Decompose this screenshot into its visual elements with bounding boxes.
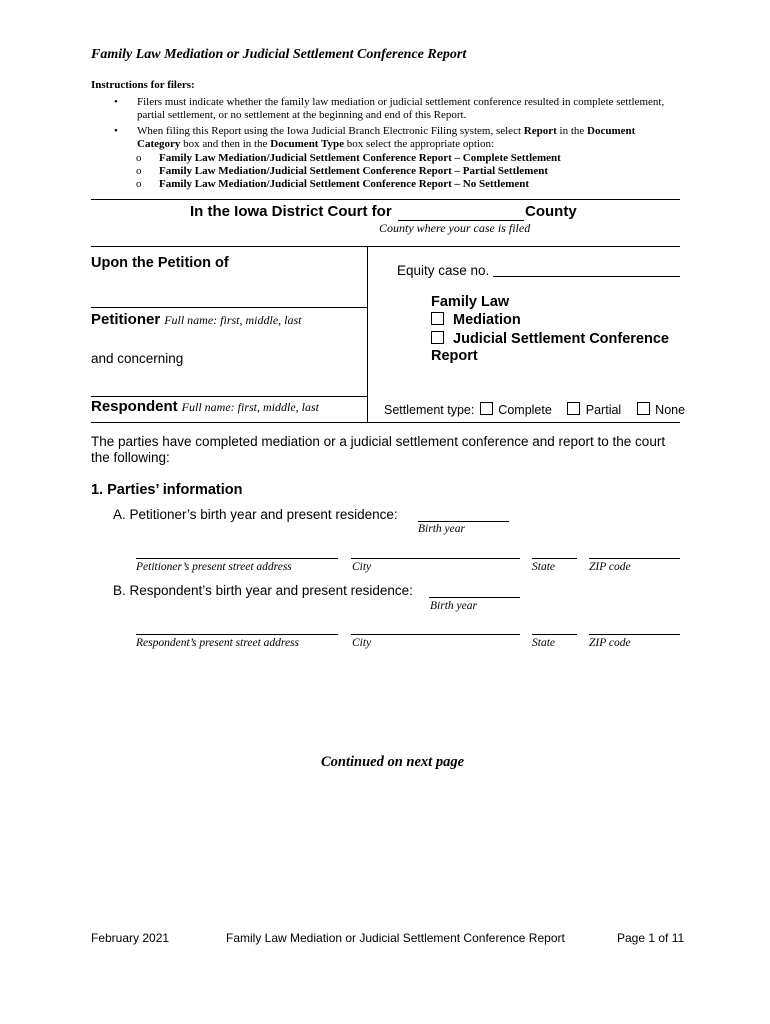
petitioner-residence-label: A. Petitioner’s birth year and present residence: [113,507,398,522]
section-1-heading: 1. Parties’ information [91,482,243,498]
petitioner-city-hint: City [352,561,372,573]
footer-page-number: Page 1 of 11 [617,931,685,945]
county-hint: County where your case is filed [379,221,531,235]
intro-line-2: the following: [91,450,170,465]
complete-checkbox[interactable] [480,402,493,415]
footer-date: February 2021 [91,931,170,945]
respondent-zip-field[interactable] [589,634,680,635]
petitioner-birth-year-hint: Birth year [418,523,465,535]
divider [91,246,680,247]
instruction-bullet-2-line-1: When filing this Report using the Iowa Judicial Branch Electronic Filing system, select Report in the Document [137,125,636,137]
petitioner-street-field[interactable] [136,558,338,559]
settlement-type-row [384,402,685,417]
footer-title: Family Law Mediation or Judicial Settlement Conference Report [226,931,565,945]
upon-petition-label: Upon the Petition of [91,255,229,271]
option-complete-settlement: Family Law Mediation/Judicial Settlement Conference Report – Complete Settlement [159,152,561,164]
bullet-dot: • [114,96,118,108]
petitioner-city-field[interactable] [351,558,520,559]
mediation-checkbox[interactable] [431,312,444,325]
petitioner-state-hint: State [532,561,555,573]
respondent-city-field[interactable] [351,634,520,635]
option-partial-settlement: Family Law Mediation/Judicial Settlement Conference Report – Partial Settlement [159,165,548,177]
respondent-label: Respondent [91,398,178,415]
mediation-row [431,312,521,328]
respondent-birth-year-hint: Birth year [430,600,477,612]
continued-note: Continued on next page [321,754,465,770]
partial-checkbox[interactable] [567,402,580,415]
court-suffix: County [525,203,577,220]
none-checkbox[interactable] [637,402,650,415]
jsc-row [431,331,669,347]
option-marker: o [136,178,142,190]
petitioner-label-row [91,311,302,329]
option-no-settlement: Family Law Mediation/Judicial Settlement Conference Report – No Settlement [159,178,530,190]
complete-label: Complete [498,403,552,417]
jsc-label: Judicial Settlement Conference [453,331,669,347]
and-concerning-label: and concerning [91,351,184,366]
instruction-bullet-1-line-2: partial settlement, or no settlement at the beginning and end of this Report. [137,109,467,121]
respondent-birth-year-field[interactable] [429,597,520,598]
petitioner-name-field[interactable] [91,307,367,308]
respondent-state-hint: State [532,637,555,649]
respondent-name-field[interactable] [91,396,367,397]
jsc-checkbox[interactable] [431,331,444,344]
petitioner-hint: Full name: first, middle, last [164,313,302,327]
respondent-address-hint: Respondent’s present street address [136,637,300,649]
respondent-label-row [91,398,319,416]
mediation-label: Mediation [453,312,521,328]
instruction-bullet-2-line-2: Category box and then in the Document Type box select the appropriate option: [137,138,495,150]
divider [91,422,680,423]
partial-label: Partial [585,403,622,417]
respondent-residence-label: B. Respondent’s birth year and present residence: [113,583,413,598]
petitioner-zip-hint: ZIP code [589,561,631,573]
petitioner-label: Petitioner [91,311,161,328]
equity-case-label: Equity case no. [397,263,490,278]
respondent-zip-hint: ZIP code [589,637,631,649]
settlement-type-label: Settlement type: [384,403,475,417]
respondent-state-field[interactable] [532,634,577,635]
court-prefix: In the Iowa District Court for [190,203,392,220]
form-title: Family Law Mediation or Judicial Settlement Conference Report [91,47,467,62]
instructions-heading: Instructions for filers: [91,79,195,91]
caption-divider [367,247,368,423]
option-marker: o [136,165,142,177]
intro-line-1: The parties have completed mediation or a judicial settlement conference and report to the court [91,434,666,449]
petitioner-zip-field[interactable] [589,558,680,559]
instruction-bullet-1-line-1: Filers must indicate whether the family law mediation or judicial settlement conference resulted in complete settlement, [137,96,665,108]
none-label: None [655,403,686,417]
petitioner-state-field[interactable] [532,558,577,559]
respondent-street-field[interactable] [136,634,338,635]
respondent-city-hint: City [352,637,372,649]
divider [91,199,680,200]
petitioner-birth-year-field[interactable] [418,521,509,522]
case-type-title: Family Law [431,294,510,310]
respondent-hint: Full name: first, middle, last [181,400,319,414]
report-label: Report [431,348,478,364]
equity-case-field[interactable] [493,276,680,277]
petitioner-address-hint: Petitioner’s present street address [136,561,292,573]
option-marker: o [136,152,142,164]
bullet-dot: • [114,125,118,137]
